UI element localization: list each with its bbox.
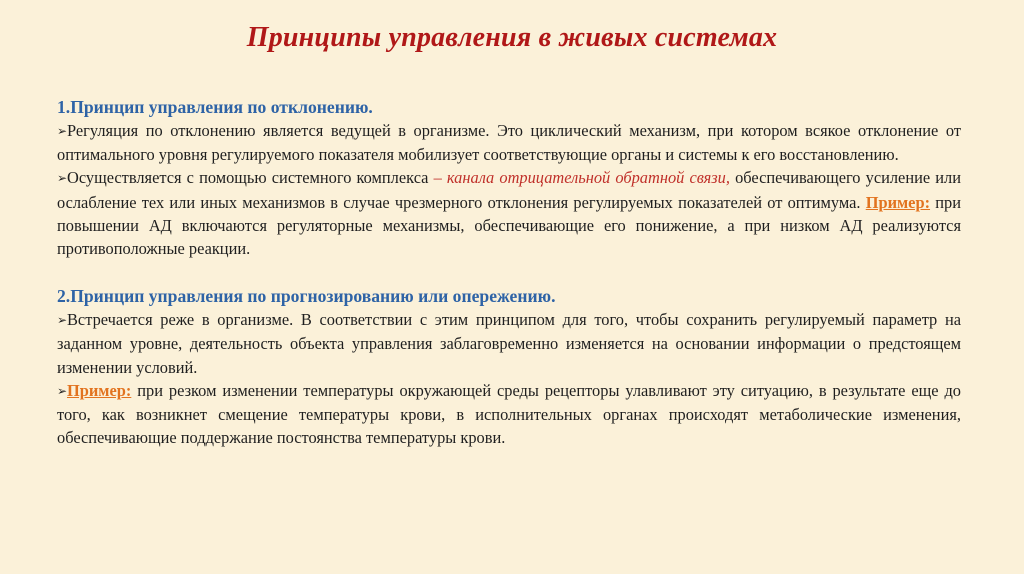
slide-content	[57, 95, 961, 449]
section-2-paragraph-2	[57, 379, 961, 450]
bullet-arrow-icon: ➢	[57, 171, 68, 186]
negative-feedback-emphasis: – канала отрицательной обратной связи,	[428, 168, 730, 188]
section-1-paragraph-1-text: Регуляция по отклонению является ведущей в организме. Это циклический механизм, при котором всякое отклонение от оптимального уровня регулируемого показателя мобилизует соответствующие органы и системы к его восстановлению.	[57, 121, 961, 165]
section-1-paragraph-2	[57, 166, 961, 260]
section-2-paragraph-1	[57, 308, 961, 379]
slide-title: Принципы управления в живых системах	[246, 22, 778, 53]
section-2-heading: 2.Принцип управления по прогнозированию или опережению.	[57, 286, 556, 307]
section-1-heading: 1.Принцип управления по отклонению.	[57, 97, 373, 117]
section-1-paragraph-1	[57, 119, 961, 166]
bullet-arrow-icon: ➢	[57, 124, 68, 138]
section-spacer	[57, 260, 961, 284]
section-1-paragraph-2-middle: обеспечивающего усиление или ослабление тех или иных механизмов в случае чрезмерного отклонения регулируемых показателей от оптимума.	[57, 168, 961, 212]
section-2-paragraph-2-end: при резком изменении температуры окружающей среды рецепторы улавливают эту ситуацию, в результате еще до того, как возникнет смещение температуры крови, в исполнительных органах происходят метаболические изменения, обеспечивающие поддержание постоянства температуры крови.	[57, 380, 961, 448]
bullet-arrow-icon: ➢	[57, 383, 68, 398]
section-2-example-label: Пример:	[67, 380, 132, 400]
section-2-paragraph-1-text: Встречается реже в организме. В соответствии с этим принципом для того, чтобы сохранить регулируемый параметр на заданном уровне, деятельность объекта управления заблаговременно изменяется на основании информации о предстоящем изменении условий.	[57, 310, 961, 377]
section-1-example-label: Пример:	[865, 192, 931, 212]
section-1-paragraph-2-start: Осуществляется с помощью системного комплекса	[67, 168, 429, 188]
bullet-arrow-icon: ➢	[57, 313, 68, 328]
section-1-paragraph-2-end: при повышении АД включаются регуляторные механизмы, обеспечивающие его понижение, а при низком АД реализуются противоположные реакции.	[57, 192, 961, 259]
